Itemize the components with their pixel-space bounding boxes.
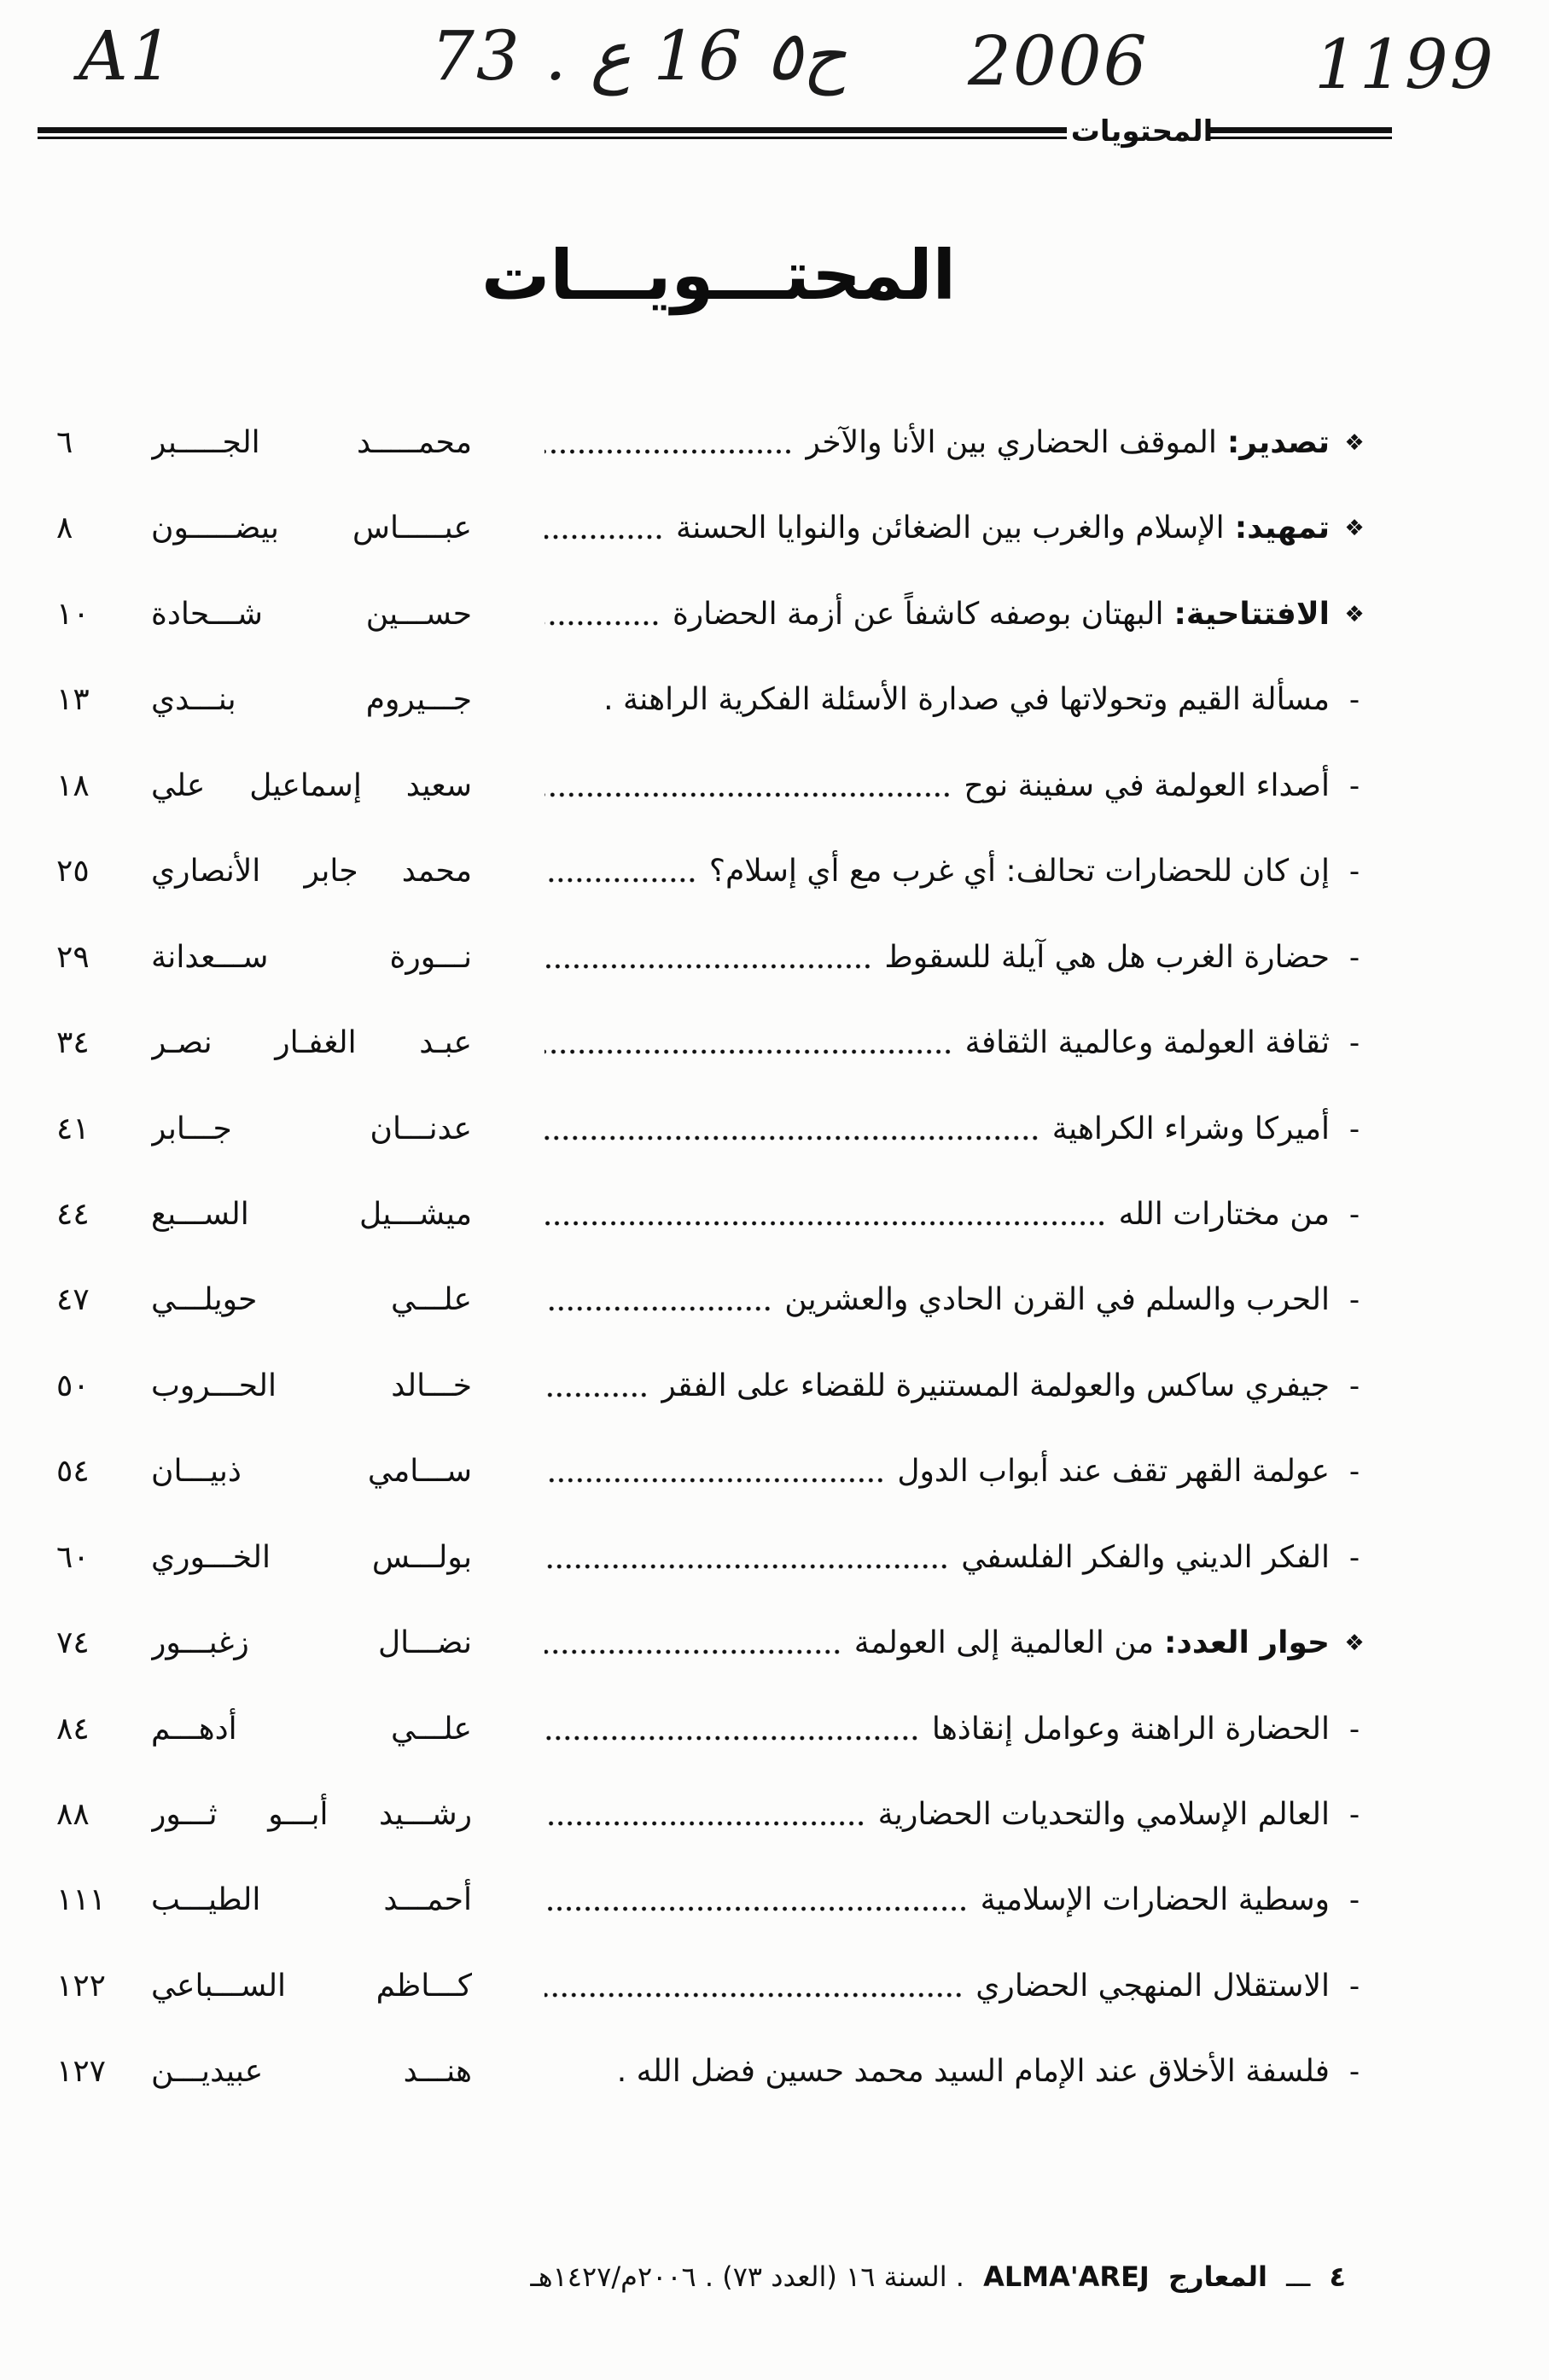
toc-entry-text: مسألة القيم وتحولاتها في صدارة الأسئلة الفكرية الراهنة . (603, 682, 1330, 718)
toc-entry-page: ١٣ (56, 682, 90, 718)
toc-entry-author: نضـــال زغبـــور (151, 1625, 472, 1661)
toc-row (0, 1601, 1549, 1686)
toc-row (0, 2029, 1549, 2115)
toc-row (0, 1515, 1549, 1601)
handwritten-token: ع (590, 16, 632, 96)
dash-bullet: - (1348, 1111, 1360, 1146)
diamond-bullet-icon: ❖ (1344, 601, 1365, 627)
toc-entry-page: ١٠ (56, 596, 90, 632)
dash-bullet: - (1348, 1798, 1360, 1832)
dash-bullet: - (1348, 1283, 1360, 1318)
toc-entry-text: من مختارات الله (1118, 1196, 1330, 1232)
toc-row (0, 1429, 1549, 1514)
dash-bullet: - (1348, 1026, 1360, 1061)
dash-bullet: - (1348, 1969, 1360, 2004)
dot-leader (544, 1049, 955, 1054)
handwritten-number: 1199 (1314, 25, 1495, 104)
toc-entry-label: تصدير: (1226, 425, 1330, 460)
dot-leader (544, 1649, 844, 1654)
toc-row (0, 400, 1549, 486)
toc-entry-page: ٥٤ (56, 1454, 90, 1490)
toc-entry-page: ١٢٧ (56, 2054, 107, 2090)
toc-row (0, 744, 1549, 829)
toc-entry-page: ٦٠ (56, 1539, 90, 1575)
dot-leader (544, 1992, 965, 1998)
toc-entry-page: ٣٤ (56, 1025, 90, 1061)
dash-bullet: - (1348, 855, 1360, 890)
toc-entry-text: الحضارة الراهنة وعوامل إنقاذها (931, 1711, 1330, 1747)
toc-row (0, 1257, 1549, 1343)
toc-entry-title (544, 2046, 1369, 2097)
toc-row (0, 572, 1549, 657)
toc-entry-page: ٢٩ (56, 939, 90, 975)
toc-row (0, 486, 1549, 571)
toc-entry-page: ٤١ (56, 1111, 90, 1146)
toc-entry-page: ٤٧ (56, 1282, 90, 1318)
dash-bullet: - (1348, 683, 1360, 718)
dot-leader (544, 1392, 650, 1397)
toc-row (0, 829, 1549, 914)
dot-leader (544, 1906, 970, 1911)
toc-entry-text: من العالمية إلى العولمة (853, 1625, 1155, 1661)
toc-row (0, 1944, 1549, 2029)
toc-entry-author: عبـــــاس بيضـــــون (151, 510, 472, 546)
toc-row (0, 1172, 1549, 1257)
diamond-bullet-icon: ❖ (1344, 430, 1365, 456)
toc-entry-text: البهتان بوصفه كاشفاً عن أزمة الحضارة (672, 596, 1164, 632)
toc-entry-title (544, 932, 1369, 983)
dash-bullet: - (1348, 1455, 1360, 1490)
toc-entry-text: الإسلام والغرب بين الضغائن والنوايا الحسنة (675, 510, 1225, 546)
toc-entry-title (544, 846, 1369, 897)
dot-leader (544, 878, 699, 883)
toc-entry-title (544, 1104, 1369, 1155)
dot-leader (544, 792, 953, 797)
dot-leader (544, 964, 874, 969)
dash-bullet: - (1348, 1540, 1360, 1575)
dash-bullet: - (1348, 2055, 1360, 2090)
toc-entry-author: عبـد الغفـار نصـر (151, 1025, 472, 1061)
toc-entry-page: ١٢٢ (56, 1968, 107, 2004)
toc-row (0, 657, 1549, 743)
toc-entry-text: ثقافة العولمة وعالمية الثقافة (964, 1025, 1330, 1061)
toc-entry-title (544, 1532, 1369, 1584)
toc-entry-text: أميركا وشراء الكراهية (1051, 1111, 1330, 1146)
toc-entry-text: الفكر الديني والفكر الفلسفي (961, 1539, 1330, 1575)
toc-entry-author: رشـــيد أبـــو ثـــور (151, 1797, 472, 1832)
toc-entry-author: نـــورة ســـعدانة (151, 939, 472, 975)
toc-row (0, 1000, 1549, 1086)
toc-entry-title (544, 1789, 1369, 1840)
dash-bullet: - (1348, 940, 1360, 975)
toc-entry-text: الموقف الحضاري بين الأنا والآخر (805, 425, 1217, 460)
dot-leader (544, 1306, 774, 1311)
toc-entry-label: الافتتاحية: (1173, 596, 1330, 632)
toc-entry-title (544, 1961, 1369, 2012)
toc-entry-author: سعيد إسماعيل علي (151, 767, 472, 803)
dot-leader (544, 534, 666, 540)
dash-bullet: - (1348, 1883, 1360, 1918)
header-rule-right (1210, 127, 1392, 139)
toc-row (0, 1087, 1549, 1172)
toc-row (0, 1772, 1549, 1858)
dot-leader (544, 1821, 868, 1826)
toc-entry-author: محمد جابر الأنصاري (151, 854, 472, 890)
footer-dash: ـــ (1286, 2260, 1311, 2293)
handwritten-token: ح٥ (766, 16, 847, 96)
toc-entry-title (544, 1875, 1369, 1926)
toc-entry-author: ميشـــيل الســـبع (151, 1196, 472, 1232)
toc-entry-title (544, 1018, 1369, 1069)
handwritten-shelf-code: A1 (79, 16, 175, 96)
footer-page-number: ٤ (1329, 2260, 1346, 2293)
toc-entry-title (544, 1275, 1369, 1326)
dot-leader (544, 1221, 1109, 1226)
toc-entry-text: الاستقلال المنهجي الحضاري (975, 1968, 1330, 2004)
toc-entry-page: ٨ (56, 510, 73, 546)
toc-entry-text: عولمة القهر تقف عند أبواب الدول (897, 1454, 1330, 1490)
dot-leader (544, 1564, 951, 1569)
toc-entry-author: محمـــــد الجـــــبر (151, 425, 472, 460)
toc-entry-page: ٤٤ (56, 1196, 90, 1232)
toc-entry-page: ٨٤ (56, 1711, 90, 1747)
dot-leader (544, 1478, 887, 1483)
toc-entry-title (544, 417, 1369, 469)
diamond-bullet-icon: ❖ (1344, 1630, 1365, 1657)
toc-entry-author: خـــالد الحـــروب (151, 1368, 472, 1403)
dash-bullet: - (1348, 768, 1360, 803)
toc-entry-text: الحرب والسلم في القرن الحادي والعشرين (784, 1282, 1330, 1318)
toc-entry-author: علـــي حويلـــي (151, 1282, 472, 1318)
toc-entry-author: علـــي أدهـــم (151, 1711, 472, 1747)
toc-entry-title (544, 674, 1369, 726)
footer-journal-arabic: المعارج (1168, 2260, 1267, 2293)
toc-row (0, 1687, 1549, 1772)
toc-entry-title (544, 1361, 1369, 1412)
page-title: المحتـــويـــات (480, 236, 957, 315)
toc-row (0, 1858, 1549, 1943)
toc-entry-title (544, 1704, 1369, 1755)
toc-entry-text: العالم الإسلامي والتحديات الحضارية (877, 1797, 1330, 1832)
toc-entry-text: جيفري ساكس والعولمة المستنيرة للقضاء على الفقر (661, 1368, 1330, 1403)
toc-entry-text: أصداء العولمة في سفينة نوح (964, 767, 1330, 803)
toc-entry-author: حســـين شـــحادة (151, 596, 472, 632)
diamond-bullet-icon: ❖ (1344, 516, 1365, 542)
toc-entry-author: جـــيروم بنـــدي (151, 682, 472, 718)
toc-entry-page: ٧٤ (56, 1625, 90, 1661)
toc-row (0, 915, 1549, 1000)
dash-bullet: - (1348, 1712, 1360, 1747)
dash-bullet: - (1348, 1368, 1360, 1403)
footer-journal-latin: ALMA'AREJ (983, 2260, 1150, 2293)
toc-entry-text: وسطية الحضارات الإسلامية (980, 1882, 1330, 1918)
toc-entry-author: كـــاظم الســـباعي (151, 1968, 472, 2004)
running-header-title: المحتويات (1070, 114, 1214, 149)
toc-entry-title (544, 589, 1369, 640)
toc-entry-page: ٢٥ (56, 854, 90, 890)
toc-entry-title (544, 1446, 1369, 1497)
toc-entry-text: حضارة الغرب هل هي آيلة للسقوط (884, 939, 1330, 975)
toc-entry-label: حوار العدد: (1164, 1625, 1330, 1661)
handwritten-token: 73 . (431, 16, 568, 96)
handwritten-issue-code (431, 14, 847, 99)
dot-leader (544, 1735, 922, 1741)
toc-entry-page: ١٨ (56, 767, 90, 803)
toc-entry-author: بولـــس الخـــوري (151, 1539, 472, 1575)
handwritten-token: 16 (653, 16, 744, 96)
dot-leader (544, 449, 795, 454)
toc-entry-title (544, 1618, 1369, 1669)
toc-entry-label: تمهيد: (1234, 510, 1330, 546)
toc-entry-author: أحمـــد الطيـــب (151, 1882, 472, 1918)
toc-entry-title (544, 503, 1369, 554)
dot-leader (544, 1135, 1042, 1140)
table-of-contents (0, 400, 1549, 2115)
toc-entry-text: إن كان للحضارات تحالف: أي غرب مع أي إسلام؟ (708, 854, 1330, 890)
toc-entry-author: عدنـــان جـــابر (151, 1111, 472, 1146)
toc-entry-page: ٥٠ (56, 1368, 90, 1403)
toc-row (0, 1344, 1549, 1429)
page-footer (520, 2255, 1346, 2298)
dot-leader (544, 621, 662, 626)
toc-entry-author: هنـــد عبيديـــن (151, 2054, 472, 2090)
footer-issue-info: . السنة ١٦ (العدد ٧٣) . ٢٠٠٦م/١٤٢٧هـ (530, 2260, 964, 2293)
toc-entry-page: ٦ (56, 425, 73, 460)
toc-entry-text: فلسفة الأخلاق عند الإمام السيد محمد حسين فضل الله . (616, 2054, 1330, 2090)
toc-entry-title (544, 1189, 1369, 1240)
header-rule-left (38, 127, 1067, 139)
handwritten-year: 2006 (968, 21, 1149, 101)
toc-entry-title (544, 761, 1369, 812)
toc-entry-author: ســـامي ذبيـــان (151, 1454, 472, 1490)
toc-entry-page: ١١١ (56, 1882, 107, 1918)
dash-bullet: - (1348, 1197, 1360, 1232)
toc-entry-page: ٨٨ (56, 1797, 90, 1832)
